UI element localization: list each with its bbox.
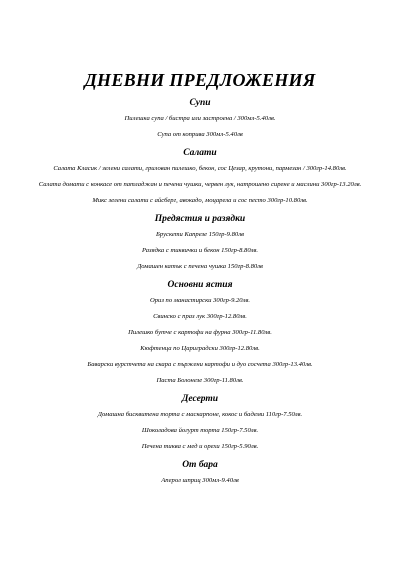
menu-item: Домашен катък с печена чушка 150гр-8.80лв (137, 263, 263, 270)
section-starters (22, 213, 378, 271)
section-title-soups: Супи (189, 98, 211, 108)
menu-item: Разядка с тиквички и бекон 150гр-8.80лв. (141, 247, 259, 254)
page-title: ДНЕВНИ ПРЕДЛОЖЕНИЯ (84, 70, 316, 90)
menu-item: Салата Класик / зелени салати, грилован пилешко, бекон, сос Цезар, крутони, пармезан / 300гр-14.80лв. (53, 165, 347, 172)
menu-item: Салата домати с конкасе от патладжан и печени чушки, червен лук, натрошено сирене и маслини 300гр-13.20лв. (38, 181, 362, 188)
menu-item: Пилешко бутче с картофи на фурна 300гр-11.80лв. (128, 329, 272, 336)
menu-item: Аперол шприц 300мл-9.40лв (161, 477, 239, 484)
menu-item: Кюфтенца по Цариградски 300гр-12.80лв. (140, 345, 260, 352)
section-main-dishes (22, 279, 378, 385)
section-bar (22, 459, 378, 485)
menu-item: Шоколадова йогурт торта 150гр-7.50лв. (141, 427, 259, 434)
section-desserts (22, 393, 378, 451)
menu-item: Микс зелени салати с айсберг, авокадо, моцарела и сос песто 300гр-10.80лв. (92, 197, 308, 204)
menu-content (22, 97, 378, 493)
section-title-salads: Салати (183, 148, 217, 158)
menu-item: Домашна бисквитена торта с маскарпоне, кокос и бадеми 110гр-7.50лв. (97, 411, 303, 418)
section-salads (22, 147, 378, 205)
section-soups (22, 97, 378, 139)
menu-item: Свинско с праз лук 300гр-12.80лв. (153, 313, 247, 320)
section-title-starters: Предястия и разядки (154, 214, 246, 224)
menu-item: Супа от коприва 300мл-5.40лв (157, 131, 243, 138)
menu-item: Печена тиква с мед и орехи 150гр-5.90лв. (141, 443, 259, 450)
menu-item: Ориз по манастирски 300гр-9.20лв. (149, 297, 250, 304)
section-title-main-dishes: Основни ястия (167, 280, 233, 290)
menu-item: Пилешка супа / бистра или застроена / 300мл-5.40лв. (124, 115, 276, 122)
section-title-bar: От бара (182, 460, 218, 470)
menu-item: Брускети Капрезе 150гр-9.80лв (156, 231, 244, 238)
menu-item: Паста Болонезе 300гр-11.80лв. (156, 377, 244, 384)
menu-item: Баварски вурстчета на скара с пържени картофи и дуо сосчета 300гр-13.40лв. (87, 361, 313, 368)
section-title-desserts: Десерти (181, 394, 219, 404)
